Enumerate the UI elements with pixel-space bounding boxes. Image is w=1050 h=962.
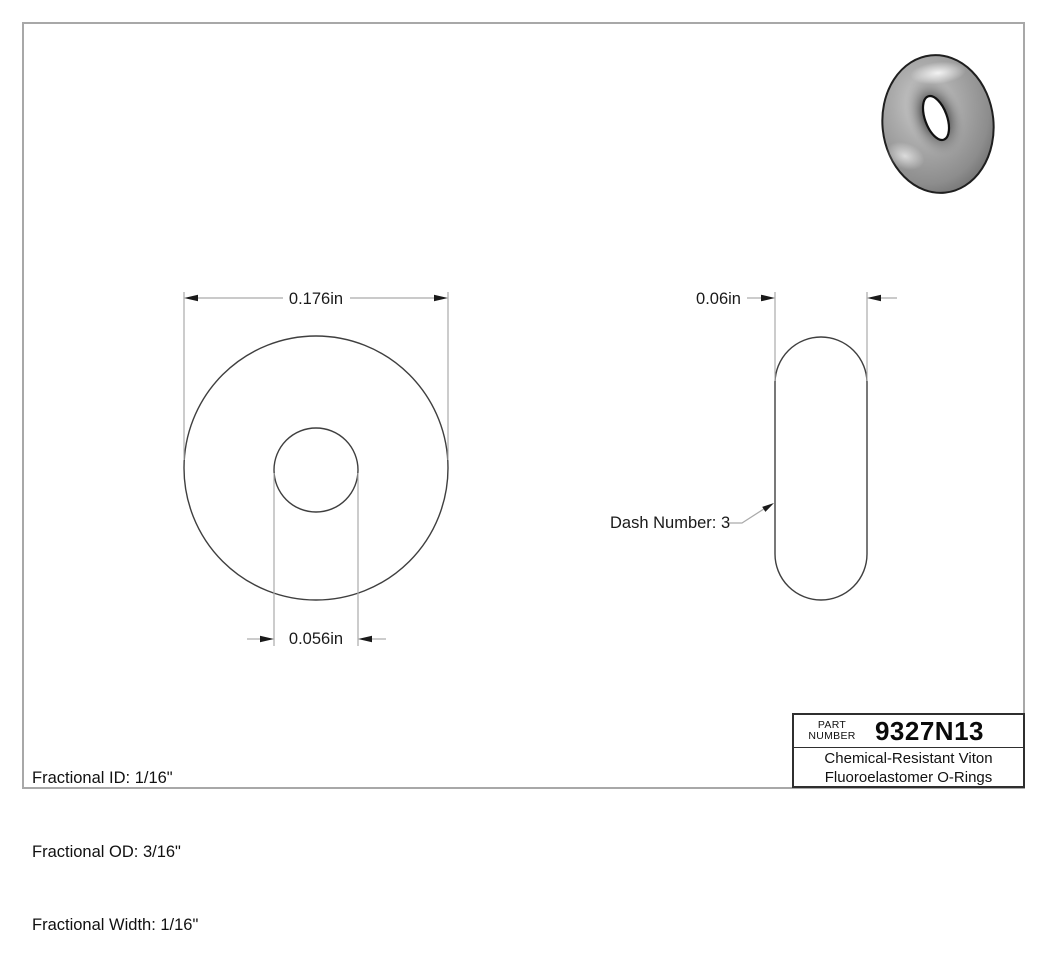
outer-diameter-circle bbox=[184, 336, 448, 600]
od-dimension-lines bbox=[184, 292, 448, 460]
part-description-line2: Fluoroelastomer O-Rings bbox=[824, 768, 993, 786]
spec-line-od: Fractional OD: 3/16" bbox=[32, 842, 181, 861]
title-block bbox=[792, 713, 1025, 788]
front-view bbox=[184, 290, 448, 648]
spec-line-width: Fractional Width: 1/16" bbox=[32, 916, 199, 934]
arrow-right-icon bbox=[260, 636, 274, 643]
leader-arrow-icon bbox=[762, 503, 774, 512]
part-number-caption-line2: NUMBER bbox=[808, 730, 856, 742]
side-view bbox=[610, 290, 897, 600]
part-number-caption bbox=[804, 720, 860, 742]
part-description bbox=[794, 748, 1023, 787]
arrow-left-icon bbox=[867, 295, 881, 302]
arrow-left-icon bbox=[358, 636, 372, 643]
part-number-value: 9327N13 bbox=[874, 715, 985, 746]
spec-line-id: Fractional ID: 1/16" bbox=[32, 769, 173, 787]
sheet-border bbox=[23, 23, 1024, 788]
id-dimension-lines bbox=[247, 473, 386, 646]
cross-section-profile bbox=[775, 337, 867, 600]
part-description-line1: Chemical-Resistant Viton bbox=[824, 750, 993, 767]
dash-number-label: Dash Number: 3 bbox=[610, 514, 731, 532]
part-number-row bbox=[794, 715, 1023, 748]
oring-3d-render bbox=[876, 50, 1001, 199]
inner-diameter-circle bbox=[274, 428, 358, 512]
fractional-specs bbox=[32, 717, 198, 962]
arrow-right-icon bbox=[434, 295, 448, 302]
arrow-right-icon bbox=[761, 295, 775, 302]
width-dimension-label: 0.06in bbox=[696, 290, 741, 308]
front-view-shape bbox=[184, 336, 448, 600]
arrow-left-icon bbox=[184, 295, 198, 302]
od-dimension-label: 0.176in bbox=[288, 290, 344, 308]
id-dimension-label: 0.056in bbox=[288, 630, 344, 648]
part-number-caption-line1: PART bbox=[817, 719, 847, 731]
width-dimension-arrows bbox=[761, 295, 881, 302]
